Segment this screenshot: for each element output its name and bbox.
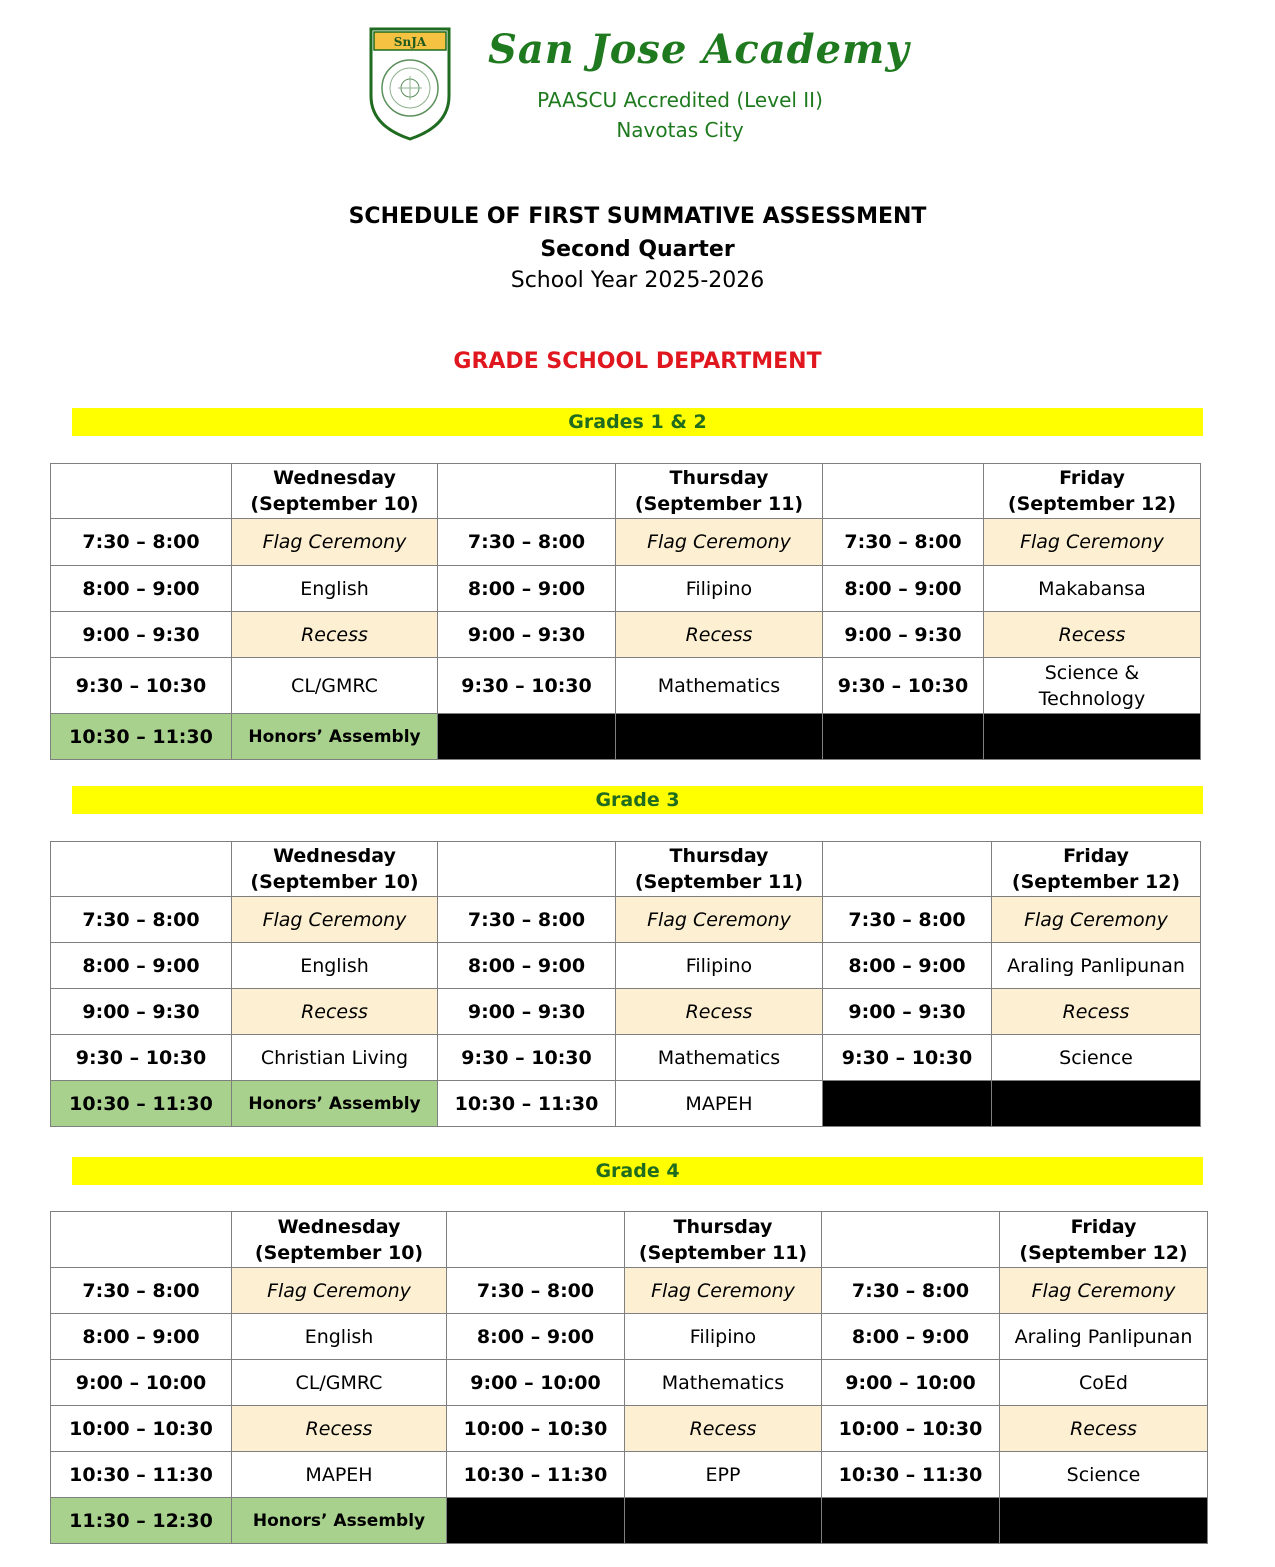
page-title: SCHEDULE OF FIRST SUMMATIVE ASSESSMENT [348, 204, 927, 229]
time-cell: 10:30 – 11:30 [447, 1452, 625, 1498]
school-name: San Jose Academy [488, 26, 910, 73]
subject-cell: MAPEH [616, 1081, 823, 1127]
empty-cell [51, 464, 232, 519]
subject-cell: English [232, 1314, 447, 1360]
time-cell: 7:30 – 8:00 [51, 519, 232, 566]
subject-cell: English [232, 943, 438, 989]
subject-cell: Christian Living [232, 1035, 438, 1081]
subject-cell: English [232, 566, 438, 612]
subject-cell: EPP [625, 1452, 822, 1498]
table-row [51, 1081, 1201, 1127]
table-row [51, 714, 1201, 760]
recess-cell: Recess [616, 989, 823, 1035]
time-cell: 10:00 – 10:30 [822, 1406, 1000, 1452]
schedule-table-grade-4 [50, 1211, 1208, 1544]
recess-cell: Recess [232, 1406, 447, 1452]
day-header-thursday: Thursday (September 11) [625, 1212, 822, 1268]
table-row [51, 464, 1201, 519]
empty-cell [438, 464, 616, 519]
time-cell: 9:00 – 9:30 [438, 989, 616, 1035]
flag-ceremony-cell: Flag Ceremony [232, 897, 438, 943]
department-title: GRADE SCHOOL DEPARTMENT [453, 349, 822, 374]
table-row [51, 1452, 1208, 1498]
day-header-thursday: Thursday (September 11) [616, 464, 823, 519]
time-cell: 7:30 – 8:00 [823, 519, 984, 566]
blocked-cell [438, 714, 616, 760]
day-header-wednesday: Wednesday (September 10) [232, 464, 438, 519]
time-cell: 8:00 – 9:00 [438, 566, 616, 612]
empty-cell [438, 842, 616, 897]
time-cell: 9:30 – 10:30 [51, 1035, 232, 1081]
school-year: School Year 2025-2026 [510, 268, 765, 293]
table-row [51, 989, 1201, 1035]
subject-cell: MAPEH [232, 1452, 447, 1498]
day-header-friday: Friday (September 12) [984, 464, 1201, 519]
subject-cell: Araling Panlipunan [1000, 1314, 1208, 1360]
table-row [51, 842, 1201, 897]
recess-cell: Recess [992, 989, 1201, 1035]
table-row [51, 1035, 1201, 1081]
table-row [51, 1212, 1208, 1268]
time-cell: 7:30 – 8:00 [438, 519, 616, 566]
subject-cell: Mathematics [616, 1035, 823, 1081]
recess-cell: Recess [232, 989, 438, 1035]
table-row [51, 897, 1201, 943]
table-row [51, 943, 1201, 989]
time-cell: 9:30 – 10:30 [823, 1035, 992, 1081]
subject-cell: Filipino [625, 1314, 822, 1360]
flag-ceremony-cell: Flag Ceremony [232, 1268, 447, 1314]
letterhead [0, 0, 1275, 160]
time-cell: 9:00 – 10:00 [447, 1360, 625, 1406]
honors-assembly-cell: Honors’ Assembly [232, 714, 438, 760]
table-row [51, 519, 1201, 566]
table-row [51, 1406, 1208, 1452]
day-header-friday: Friday (September 12) [992, 842, 1201, 897]
table-row [51, 612, 1201, 658]
table-row [51, 566, 1201, 612]
empty-cell [51, 842, 232, 897]
subject-cell: CL/GMRC [232, 658, 438, 714]
recess-cell: Recess [232, 612, 438, 658]
time-cell: 7:30 – 8:00 [822, 1268, 1000, 1314]
time-cell: 9:30 – 10:30 [823, 658, 984, 714]
blocked-cell [625, 1498, 822, 1544]
flag-ceremony-cell: Flag Ceremony [1000, 1268, 1208, 1314]
flag-ceremony-cell: Flag Ceremony [232, 519, 438, 566]
blocked-cell [1000, 1498, 1208, 1544]
subject-cell: Filipino [616, 943, 823, 989]
empty-cell [823, 464, 984, 519]
time-cell: 9:00 – 9:30 [823, 989, 992, 1035]
recess-cell: Recess [616, 612, 823, 658]
time-cell: 10:30 – 11:30 [51, 714, 232, 760]
school-seal-icon [368, 26, 452, 142]
time-cell: 10:00 – 10:30 [447, 1406, 625, 1452]
schedule-table-grade-3 [50, 841, 1201, 1127]
time-cell: 9:00 – 10:00 [51, 1360, 232, 1406]
subject-cell: CoEd [1000, 1360, 1208, 1406]
document-titles [0, 200, 1275, 296]
blocked-cell [992, 1081, 1201, 1127]
table-row [51, 1268, 1208, 1314]
table-row [51, 1498, 1208, 1544]
time-cell: 9:30 – 10:30 [438, 1035, 616, 1081]
time-cell: 9:00 – 9:30 [823, 612, 984, 658]
blocked-cell [616, 714, 823, 760]
logo-text: SnJA [393, 35, 427, 49]
flag-ceremony-cell: Flag Ceremony [616, 897, 823, 943]
day-header-wednesday: Wednesday (September 10) [232, 842, 438, 897]
subject-cell: Araling Panlipunan [992, 943, 1201, 989]
time-cell: 10:00 – 10:30 [51, 1406, 232, 1452]
time-cell: 10:30 – 11:30 [51, 1081, 232, 1127]
time-cell: 7:30 – 8:00 [51, 897, 232, 943]
time-cell: 10:30 – 11:30 [51, 1452, 232, 1498]
subject-cell: Filipino [616, 566, 823, 612]
time-cell: 8:00 – 9:00 [51, 1314, 232, 1360]
time-cell: 7:30 – 8:00 [51, 1268, 232, 1314]
empty-cell [51, 1212, 232, 1268]
honors-assembly-cell: Honors’ Assembly [232, 1081, 438, 1127]
time-cell: 8:00 – 9:00 [438, 943, 616, 989]
grade-band-1-2: Grades 1 & 2 [72, 408, 1203, 436]
subject-cell: Mathematics [625, 1360, 822, 1406]
time-cell: 9:00 – 9:30 [51, 989, 232, 1035]
subject-cell: Mathematics [616, 658, 823, 714]
flag-ceremony-cell: Flag Ceremony [984, 519, 1201, 566]
blocked-cell [822, 1498, 1000, 1544]
recess-cell: Recess [1000, 1406, 1208, 1452]
time-cell: 9:30 – 10:30 [438, 658, 616, 714]
honors-assembly-cell: Honors’ Assembly [232, 1498, 447, 1544]
subject-cell: Science [1000, 1452, 1208, 1498]
flag-ceremony-cell: Flag Ceremony [616, 519, 823, 566]
flag-ceremony-cell: Flag Ceremony [625, 1268, 822, 1314]
subject-cell: Science [992, 1035, 1201, 1081]
time-cell: 7:30 – 8:00 [438, 897, 616, 943]
table-row [51, 1314, 1208, 1360]
time-cell: 9:30 – 10:30 [51, 658, 232, 714]
time-cell: 11:30 – 12:30 [51, 1498, 232, 1544]
time-cell: 7:30 – 8:00 [447, 1268, 625, 1314]
empty-cell [447, 1212, 625, 1268]
grade-band-3: Grade 3 [72, 786, 1203, 814]
day-header-wednesday: Wednesday (September 10) [232, 1212, 447, 1268]
flag-ceremony-cell: Flag Ceremony [992, 897, 1201, 943]
time-cell: 8:00 – 9:00 [823, 943, 992, 989]
empty-cell [822, 1212, 1000, 1268]
table-row [51, 1360, 1208, 1406]
time-cell: 9:00 – 9:30 [51, 612, 232, 658]
time-cell: 10:30 – 11:30 [438, 1081, 616, 1127]
table-row [51, 658, 1201, 714]
blocked-cell [447, 1498, 625, 1544]
blocked-cell [823, 1081, 992, 1127]
time-cell: 7:30 – 8:00 [823, 897, 992, 943]
subject-cell: Makabansa [984, 566, 1201, 612]
city: Navotas City [616, 118, 744, 142]
day-header-thursday: Thursday (September 11) [616, 842, 823, 897]
time-cell: 8:00 – 9:00 [823, 566, 984, 612]
blocked-cell [823, 714, 984, 760]
time-cell: 9:00 – 10:00 [822, 1360, 1000, 1406]
subject-cell: CL/GMRC [232, 1360, 447, 1406]
accreditation: PAASCU Accredited (Level II) [537, 88, 823, 112]
schedule-table-grades-1-2 [50, 463, 1201, 760]
time-cell: 8:00 – 9:00 [51, 566, 232, 612]
time-cell: 8:00 – 9:00 [822, 1314, 1000, 1360]
time-cell: 8:00 – 9:00 [447, 1314, 625, 1360]
empty-cell [823, 842, 992, 897]
time-cell: 8:00 – 9:00 [51, 943, 232, 989]
grade-band-4: Grade 4 [72, 1157, 1203, 1185]
quarter-title: Second Quarter [540, 237, 735, 262]
subject-cell: Science & Technology [984, 658, 1201, 714]
recess-cell: Recess [984, 612, 1201, 658]
day-header-friday: Friday (September 12) [1000, 1212, 1208, 1268]
time-cell: 10:30 – 11:30 [822, 1452, 1000, 1498]
time-cell: 9:00 – 9:30 [438, 612, 616, 658]
blocked-cell [984, 714, 1201, 760]
recess-cell: Recess [625, 1406, 822, 1452]
